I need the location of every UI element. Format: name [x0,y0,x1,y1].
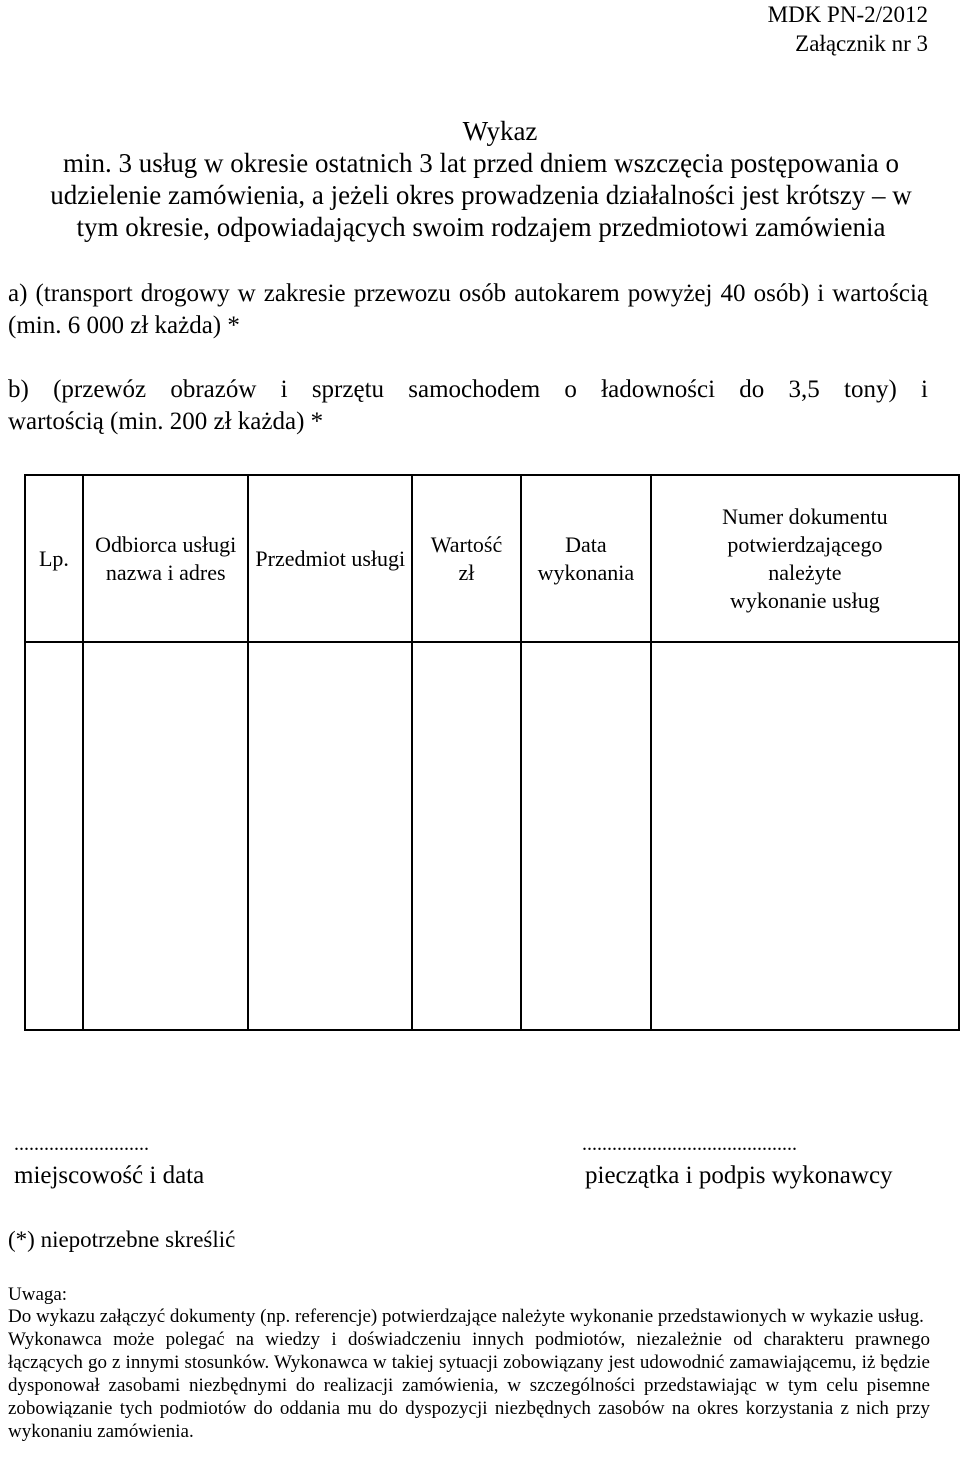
notes-paragraph-1: Do wykazu załączyć dokumenty (np. referencje) potwierdzające należyte wykonanie przedstawionych w wykazie usług. [8,1306,924,1327]
document-title: Wykaz [462,116,538,146]
stamp-signature-label: pieczątka i podpis wykonawcy [585,1162,893,1189]
place-date-line: ........................... [14,1133,149,1155]
footnote: (*) niepotrzebne skreślić [8,1227,236,1252]
option-b-line1: b) (przewóz obrazów i sprzętu samochodem o ładowności do 3,5 tony) i [8,376,928,403]
column-header-date: Data wykonania [521,475,651,642]
table-cell-recipient[interactable] [83,642,249,1030]
notes-heading: Uwaga: [8,1284,68,1305]
document-reference [768,0,928,58]
table-cell-document-number[interactable] [651,642,959,1030]
column-header-lp: Lp. [25,475,83,642]
option-a: a) (transport drogowy w zakresie przewozu osób autokarem powyżej 40 osób) i wartością (min. 6 000 zł każda) * [8,280,928,339]
notes-body [8,1305,930,1443]
services-table [24,474,960,1031]
stamp-signature-line: ........................................... [582,1133,797,1155]
column-header-value: Wartość zł [412,475,521,642]
table-header-row [25,475,959,642]
column-header-subject: Przedmiot usługi [248,475,412,642]
document-title-block [0,115,960,243]
place-date-label: miejscowość i data [14,1162,205,1189]
table-row [25,642,959,1030]
column-header-document-number: Numer dokumentu potwierdzającego należyte wykonanie usług [651,475,959,642]
reference-number: MDK PN-2/2012 [767,2,928,27]
table-cell-date[interactable] [521,642,651,1030]
option-b [8,374,928,438]
table-cell-value[interactable] [412,642,521,1030]
notes-paragraph-2: Wykonawca może polegać na wiedzy i doświadczeniu innych podmiotów, niezależnie od charakteru prawnego łączących go z innymi stosunków. Wykonawca w takiej sytuacji zobowiązany jest udowodnić zamawiającemu, iż będzie dysponował zasobami niezbędnymi do realizacji zamówienia, w szczególności przedstawiając w tym celu pisemne zobowiązanie tych podmiotów do oddania mu do dyspozycji niezbędnych zasobów na okres korzystania z nich przy wykonaniu zamówienia. [8,1329,930,1442]
option-b-line2: wartością (min. 200 zł każda) * [8,408,324,435]
table-cell-subject[interactable] [248,642,412,1030]
column-header-recipient: Odbiorca usługi nazwa i adres [83,475,249,642]
title-description: min. 3 usług w okresie ostatnich 3 lat przed dniem wszczęcia postępowania o udzielenie zamówienia, a jeżeli okres prowadzenia działalności jest krótszy – w tym okresie, odpowiadających swoim rodzajem przedmiotowi zamówienia [50,148,912,242]
attachment-number: Załącznik nr 3 [795,31,928,56]
table-cell-lp[interactable] [25,642,83,1030]
